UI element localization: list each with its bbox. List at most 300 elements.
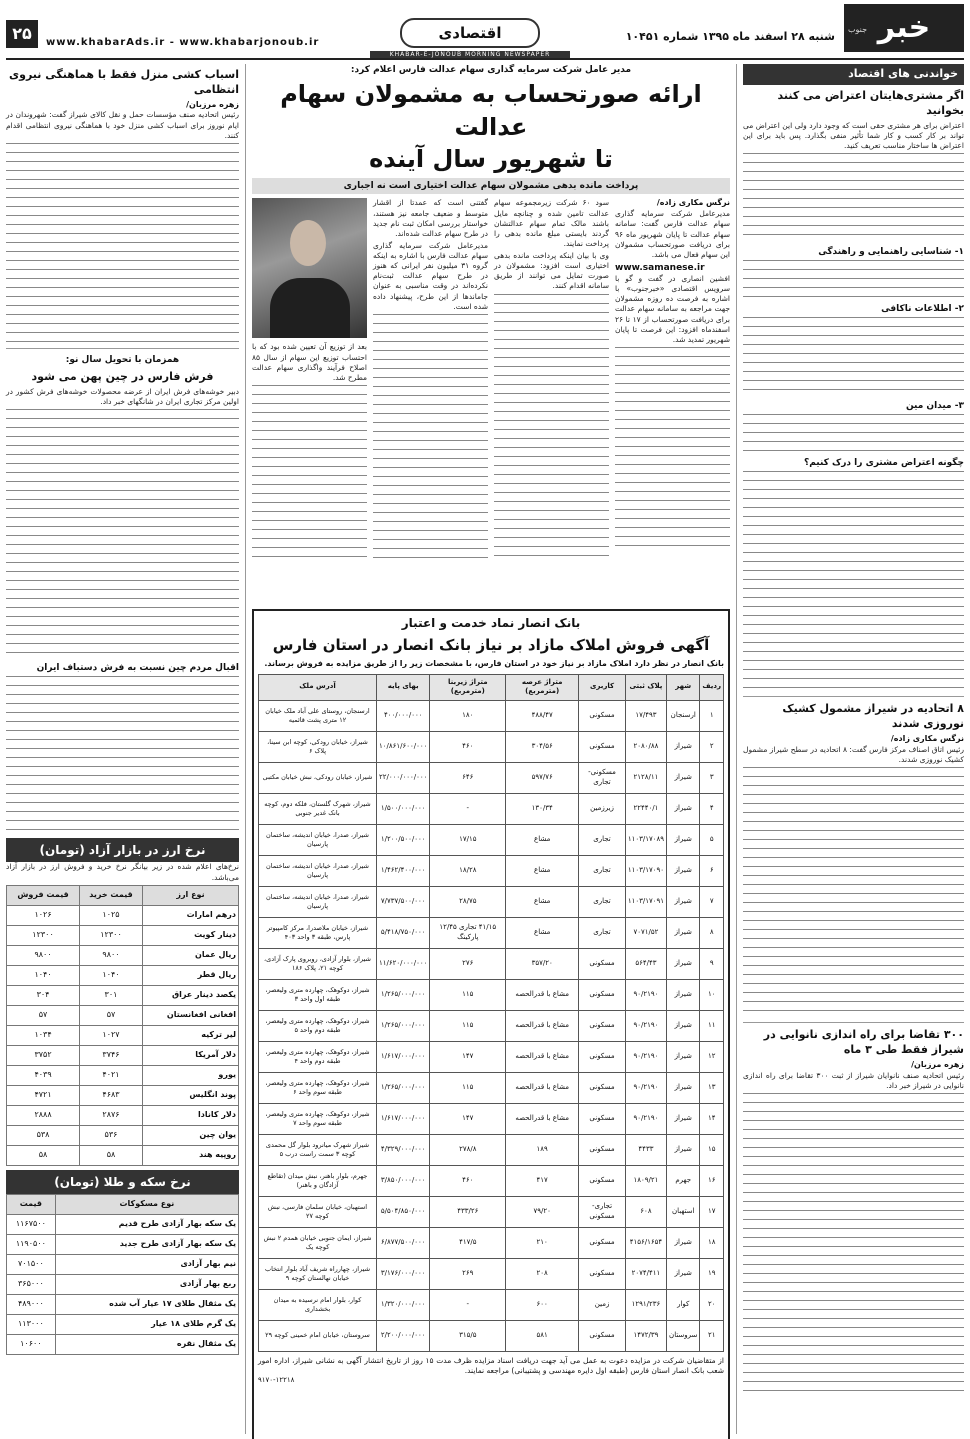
table-cell: شیراز، چهارراه شریف آباد بلوار انتخاب خیابان نهالستان کوچه ۹ — [259, 1258, 377, 1289]
table-cell: ۴۶۸۳ — [80, 1085, 143, 1105]
table-cell: ۴ — [700, 793, 724, 824]
table-cell: شیراز — [667, 948, 700, 979]
article-subheading: چگونه اعتراض مشتری را درک کنیم؟ — [804, 458, 964, 469]
property-row — [259, 1289, 724, 1320]
table-cell: ۱۱۰۳/۱۷۰۸۹ — [625, 824, 666, 855]
table-cell: ۱۱۵ — [430, 1010, 506, 1041]
article-title: اسباب کشی منزل فقط با هماهنگی نیروی انتظامی — [9, 68, 239, 96]
table-cell: مسکونی-تجاری — [579, 762, 626, 793]
table-cell: ۷۰۷۱/۵۲ — [625, 917, 666, 948]
table-cell: سروستان — [667, 1320, 700, 1351]
table-cell: ۲۰۸۰/۸۸ — [625, 731, 666, 762]
table-cell: جهرم، بلوار باهنر، نبش میدان (تقاطع آزادگان و باهنر) — [259, 1165, 377, 1196]
rates-note: نرخ‌های اعلام شده در زیر بیانگر نرخ خرید و فروش ارز در بازار آزاد می‌باشد. — [6, 862, 239, 882]
table-cell: ۳۷۴۶ — [80, 1045, 143, 1065]
table-cell: شیراز — [667, 1010, 700, 1041]
table-cell: - — [430, 793, 506, 824]
table-cell: ۴۶۰ — [430, 1165, 506, 1196]
table-cell: ۲۸۸۸ — [7, 1105, 80, 1125]
table-cell: زمین — [579, 1289, 626, 1320]
bank-ansar-ad — [252, 609, 730, 1439]
column-header: کاربری — [579, 674, 626, 700]
table-cell: ۵۳۸ — [7, 1125, 80, 1145]
table-cell: ۱۷/۱۵ — [430, 824, 506, 855]
table-cell: ۹۰/۲۱۹۰ — [625, 1041, 666, 1072]
table-cell: ۳۱۵/۵ — [430, 1320, 506, 1351]
table-cell: مشاع با قدرالحصه — [506, 1103, 579, 1134]
table-cell: شیراز — [667, 824, 700, 855]
column-header: قیمت فروش — [7, 885, 80, 905]
table-cell: شیراز، خیابان رودکی، نبش خیابان مکتبی — [259, 762, 377, 793]
article-paragraph: گفتنی است که عمدتا از اقشار متوسط و ضعیف جامعه نیز هستند، خواستار بررسی امکان ثبت نام جدید در طرح سهام عدالت شده‌اند. — [373, 198, 488, 238]
table-cell: ۱۷/۴۹۳ — [625, 700, 666, 731]
table-cell: مشاع با قدرالحصه — [506, 979, 579, 1010]
table-cell: شیراز — [667, 731, 700, 762]
table-cell: ۱۰۴۰ — [80, 965, 143, 985]
divider — [6, 348, 239, 349]
website-link[interactable]: www.samanese.ir — [615, 262, 705, 273]
table-cell: ۱۴ — [700, 1103, 724, 1134]
portrait-body — [270, 278, 350, 338]
table-cell: ۵/۴۱۸/۷۵۰/۰۰۰ — [377, 917, 430, 948]
table-cell: ۴۳۳/۲۶ — [430, 1196, 506, 1227]
currency-rates-table — [6, 885, 239, 1166]
column-header: قیمت خرید — [80, 885, 143, 905]
table-cell: ۷۹/۲۰ — [506, 1196, 579, 1227]
table-cell: ۱۲ — [700, 1041, 724, 1072]
column-header: قیمت — [7, 1194, 56, 1214]
table-cell: ۲۱۰ — [506, 1227, 579, 1258]
column-header: شهر — [667, 674, 700, 700]
table-cell: جهرم — [667, 1165, 700, 1196]
table-cell: ۴۷۲۱ — [7, 1085, 80, 1105]
table-cell: ۲۰۷۴/۴۱۱ — [625, 1258, 666, 1289]
table-cell: ۳۰۴ — [7, 985, 80, 1005]
table-cell: ۱۳۰/۳۴ — [506, 793, 579, 824]
table-cell: شیراز — [667, 979, 700, 1010]
table-cell: ۱۸ — [700, 1227, 724, 1258]
property-row — [259, 762, 724, 793]
table-cell: مسکونی — [579, 1072, 626, 1103]
property-row — [259, 1258, 724, 1289]
table-cell: ریال قطر — [142, 965, 238, 985]
table-cell: درهم امارات — [142, 905, 238, 925]
table-cell: ۱/۲۶۵/۰۰۰/۰۰۰ — [377, 1072, 430, 1103]
table-cell: شیراز، دوکوهک، چهارده متری ولیعصر، طبقه سوم واحد ۶ — [259, 1072, 377, 1103]
table-cell: مسکونی — [579, 1103, 626, 1134]
table-cell: ۱۱ — [700, 1010, 724, 1041]
table-cell: ۶۴۶ — [430, 762, 506, 793]
table-cell: ۲۸/۷۵ — [430, 886, 506, 917]
table-cell: مشاع — [506, 824, 579, 855]
currency-row — [7, 965, 239, 985]
portrait-face — [290, 220, 326, 266]
table-cell: شیراز، خیابان رودکی، کوچه ابن سینا، پلاک ۶ — [259, 731, 377, 762]
table-cell: مسکونی — [579, 700, 626, 731]
table-cell: ارسنجان، روستای علی آباد ملک خیابان ۱۲ متری پشت قائمیه — [259, 700, 377, 731]
article-subheading: ۳- میدان مین — [905, 401, 964, 412]
table-cell: ۱/۶۱۷/۰۰۰/۰۰۰ — [377, 1103, 430, 1134]
table-cell: ۱۱۰۳/۱۷۰۹۰ — [625, 855, 666, 886]
property-row — [259, 700, 724, 731]
article-kicker: همزمان با تحویل سال نو: — [65, 354, 180, 365]
portrait-photo — [252, 198, 367, 338]
property-row — [259, 1103, 724, 1134]
table-cell: ۲۱ — [700, 1320, 724, 1351]
table-cell: ۵۶۴/۴۳ — [625, 948, 666, 979]
table-cell: ۶/۸۷۷/۵۰۰/۰۰۰ — [377, 1227, 430, 1258]
article-author: نرگس مکاری زاده/ — [890, 734, 964, 744]
text-block — [743, 260, 964, 300]
table-cell: دلار آمریکا — [142, 1045, 238, 1065]
column-header: آدرس ملک — [259, 674, 377, 700]
article-paragraph: رئیس اتحادیه صنف نانوایان شیراز از ثبت ۳۰۰ تقاضا برای راه اندازی نانوایی در شیراز خبر داد. — [743, 1070, 964, 1090]
table-cell: شیراز، صدرا، خیابان اندیشه، ساختمان پارسیان — [259, 824, 377, 855]
currency-row — [7, 905, 239, 925]
table-cell: ۴۰۲۱ — [80, 1065, 143, 1085]
table-cell: ۲/۲۰۰/۰۰۰/۰۰۰ — [377, 1320, 430, 1351]
table-cell: شیراز — [667, 917, 700, 948]
text-block — [743, 767, 964, 1017]
table-cell: ۴۰۰/۰۰۰/۰۰۰ — [377, 700, 430, 731]
table-cell: ۲۷۶ — [430, 948, 506, 979]
table-cell: ارسنجان — [667, 700, 700, 731]
table-cell: مشاع — [506, 917, 579, 948]
headline-kicker: مدیر عامل شرکت سرمایه گذاری سهام عدالت فارس اعلام کرد: — [350, 65, 632, 75]
table-cell: ۱۹ — [700, 1258, 724, 1289]
text-block — [743, 1093, 964, 1393]
column-header: بهای پایه — [377, 674, 430, 700]
table-cell: ۱۱۳۰۰۰ — [7, 1314, 56, 1334]
table-cell: ۴۶۰ — [430, 731, 506, 762]
table-cell: ۶۰۸ — [625, 1196, 666, 1227]
table-cell: یک مثقال نقره — [55, 1334, 238, 1354]
coin-row — [7, 1274, 239, 1294]
text-block — [743, 153, 964, 243]
table-cell: کوار، بلوار امام نرسیده به میدان بخشداری — [259, 1289, 377, 1320]
table-cell: مسکونی — [579, 1041, 626, 1072]
text-block — [743, 414, 964, 454]
table-cell: شیراز، دوکوهک، چهارده متری ولیعصر، طبقه سوم واحد ۷ — [259, 1103, 377, 1134]
column-header: نوع مسکوکات — [55, 1194, 238, 1214]
left-column — [6, 64, 246, 1434]
table-cell: ۱۲۹۱/۲۳۶ — [625, 1289, 666, 1320]
table-cell: ۱/۵۰۰/۰۰۰/۰۰۰ — [377, 793, 430, 824]
headline-line-1: ارائه صورتحساب به مشمولان سهام عدالت — [280, 80, 702, 141]
table-cell: ۱۵ — [700, 1134, 724, 1165]
table-cell: مسکونی — [579, 1010, 626, 1041]
text-block — [494, 294, 609, 564]
table-cell: شیراز — [667, 1134, 700, 1165]
issue-info: شنبه ۲۸ اسفند ماه ۱۳۹۵ شماره ۱۰۴۵۱ — [625, 30, 835, 43]
table-cell: ربع بهار آزادی — [55, 1274, 238, 1294]
website-links[interactable]: www.khabarAds.ir - www.khabarjonoub.ir — [46, 37, 320, 48]
table-cell: تجاری — [579, 917, 626, 948]
table-cell: ۲۲/۰۰۰/۰۰۰/۰۰۰ — [377, 762, 430, 793]
table-cell: استهبان — [667, 1196, 700, 1227]
coin-rates-header: نرخ سکه و طلا (تومان) — [6, 1170, 239, 1194]
table-cell: ۶ — [700, 855, 724, 886]
table-cell: یوان چین — [142, 1125, 238, 1145]
table-cell: شیراز — [667, 793, 700, 824]
table-cell: ۷/۷۳۷/۵۰۰/۰۰۰ — [377, 886, 430, 917]
table-cell: ۱۱۵ — [430, 979, 506, 1010]
table-cell: ۴۴۳۳ — [625, 1134, 666, 1165]
table-cell: شیراز — [667, 1072, 700, 1103]
divider — [743, 696, 964, 697]
column-header: پلاک ثبتی — [625, 674, 666, 700]
table-cell: ۸ — [700, 917, 724, 948]
table-cell: ۱۴۷ — [430, 1041, 506, 1072]
table-cell: ۱۱/۶۲۰/۰۰۰/۰۰۰ — [377, 948, 430, 979]
table-cell: ۲۰۸ — [506, 1258, 579, 1289]
table-cell: ۱۱۵ — [430, 1072, 506, 1103]
table-cell: ۳۰۴/۵۶ — [506, 731, 579, 762]
table-cell: مشاع — [506, 886, 579, 917]
table-cell: مشاع — [506, 855, 579, 886]
table-cell: یک گرم طلای ۱۸ عیار — [55, 1314, 238, 1334]
table-cell: ۵۳۶ — [80, 1125, 143, 1145]
tagline: KHABAR-E-JONOUB MORNING NEWSPAPER — [370, 51, 570, 59]
logo-subtitle: جنوب — [848, 25, 868, 34]
table-cell: ۱۲۳۰۰ — [7, 925, 80, 945]
table-cell: لیر ترکیه — [142, 1025, 238, 1045]
table-cell: مسکونی — [579, 1134, 626, 1165]
table-cell: ۳/۱۷۶/۰۰۰/۰۰۰ — [377, 1258, 430, 1289]
table-cell: ۱۰۲۶ — [7, 905, 80, 925]
coin-row — [7, 1334, 239, 1354]
text-block — [373, 314, 488, 564]
article-column — [373, 198, 488, 603]
currency-row — [7, 1045, 239, 1065]
table-cell: ۴۱۷/۵ — [430, 1227, 506, 1258]
ad-title: آگهی فروش املاک مازاد بر نیاز بانک انصار در استان فارس — [272, 635, 710, 654]
table-cell: ۳/۸۵۰/۰۰۰/۰۰۰ — [377, 1165, 430, 1196]
table-cell: شیراز — [667, 1041, 700, 1072]
column-header: متراژ زیربنا (مترمربع) — [430, 674, 506, 700]
currency-rates-header: نرخ ارز در بازار آزاد (تومان) — [6, 838, 239, 862]
article-paragraph: افشین انصاری در گفت و گو با سرویس اقتصادی «خبرجنوب» با اشاره به فرصت ده روزه مشمولان جهت مراجعه به سامانه سهام عدالت برای دریافت صورتحساب از ۱۷ تا ۲۶ اسفندماه افزود: این فرصت تا پایان شهریور تمدید شد. — [615, 274, 730, 344]
article-author: زهره مرزبان/ — [911, 1059, 964, 1069]
table-cell: ۴۸۹۰۰۰ — [7, 1294, 56, 1314]
table-cell: مشاع با قدرالحصه — [506, 1041, 579, 1072]
table-cell: شیراز — [667, 762, 700, 793]
coin-row — [7, 1294, 239, 1314]
table-cell: ۵۷ — [80, 1005, 143, 1025]
article-paragraph: مدیرعامل شرکت سرمایه گذاری سهام عدالت فارس با اشاره به اینکه گروه ۳۱ میلیون نفر ایرانی که هنوز در طرح سهام عدالت ثبت‌نام نکرده‌اند در وقت مناسبی به عنوان جاماندها از این طرح، پیشنهاد داده شده است. — [373, 240, 488, 311]
table-cell: ۹۸۰۰ — [80, 945, 143, 965]
table-cell: ۱۸۰ — [430, 700, 506, 731]
article-column — [615, 198, 730, 603]
table-cell: شیراز، صدرا، خیابان اندیشه، ساختمان پارسیان — [259, 886, 377, 917]
property-row — [259, 1320, 724, 1351]
table-cell: شیراز، دوکوهک، چهارده متری ولیعصر، طبقه دوم واحد ۴ — [259, 1041, 377, 1072]
table-cell: مسکونی — [579, 979, 626, 1010]
divider — [743, 1022, 964, 1023]
table-cell: زیرزمین — [579, 793, 626, 824]
article-title: ۳۰۰ تقاضا برای راه اندازی نانوایی در شیراز فقط طی ۳ ماه — [763, 1028, 964, 1057]
coin-row — [7, 1214, 239, 1234]
table-cell: تجاری — [579, 855, 626, 886]
table-cell: ۷۰۱۵۰۰ — [7, 1254, 56, 1274]
table-cell: تجاری-مسکونی — [579, 1196, 626, 1227]
table-cell: شیراز — [667, 1103, 700, 1134]
table-cell: ۲۷۸/۸ — [430, 1134, 506, 1165]
table-cell: ۱۸۰۹/۲۱ — [625, 1165, 666, 1196]
table-cell: ۲۶۹ — [430, 1258, 506, 1289]
property-row — [259, 1010, 724, 1041]
table-cell: ۱/۴۶۲/۴۰۰/۰۰۰ — [377, 855, 430, 886]
coin-row — [7, 1314, 239, 1334]
table-cell: ۱۰۶۰۰ — [7, 1334, 56, 1354]
property-row — [259, 886, 724, 917]
currency-row — [7, 985, 239, 1005]
property-row — [259, 979, 724, 1010]
coin-rates-table — [6, 1194, 239, 1355]
coin-row — [7, 1234, 239, 1254]
table-cell: نیم بهار آزادی — [55, 1254, 238, 1274]
table-cell: ۱۸۹ — [506, 1134, 579, 1165]
currency-row — [7, 1085, 239, 1105]
table-cell: شیراز، دوکوهک، چهارده متری ولیعصر، طبقه اول واحد ۳ — [259, 979, 377, 1010]
article-subheading: ۱- شناسایی راهنمایی و راهندگی — [818, 246, 964, 257]
header-divider — [6, 58, 964, 60]
table-cell: ۹۸۰۰ — [7, 945, 80, 965]
table-cell: مشاع با قدرالحصه — [506, 1072, 579, 1103]
table-cell: ۴۸۸/۴۷ — [506, 700, 579, 731]
property-row — [259, 1227, 724, 1258]
table-cell: ۴۱/۱۵ تجاری ۱۲/۴۵ پارکینگ — [430, 917, 506, 948]
currency-row — [7, 1065, 239, 1085]
currency-row — [7, 1125, 239, 1145]
table-cell: ۱۲۳۰۰ — [80, 925, 143, 945]
currency-row — [7, 1145, 239, 1165]
column-header: متراژ عرصه (مترمربع) — [506, 674, 579, 700]
article-body — [252, 198, 730, 603]
table-cell: ۱۸/۲۸ — [430, 855, 506, 886]
article-title: اگر مشتری‌هایتان اعتراض می کنند بخوانید — [777, 88, 964, 117]
coin-row — [7, 1254, 239, 1274]
table-cell: ۵۷ — [7, 1005, 80, 1025]
table-cell: سروستان، خیابان امام خمینی کوچه ۲۹ — [259, 1320, 377, 1351]
table-cell: شیراز — [667, 1258, 700, 1289]
article-paragraph: رئیس اتحادیه صنف مؤسسات حمل و نقل کالای شیراز گفت: شهروندان در ایام نوروز برای اسباب کشی منزل خود با هماهنگی نیروی انتظامی اقدام کنند. — [6, 110, 239, 140]
table-cell: ۱۱۰۳/۱۷۰۹۱ — [625, 886, 666, 917]
table-cell: ۱۰/۸۶۱/۶۰۰/۰۰۰ — [377, 731, 430, 762]
table-cell: ۵ — [700, 824, 724, 855]
table-cell: ۱۰۴۰ — [7, 965, 80, 985]
text-block — [743, 317, 964, 397]
table-cell: شیراز، بلوار آزادی، روبروی پارک آزادی، کوچه ۲۱، پلاک ۱۸۶ — [259, 948, 377, 979]
table-cell: ۱۰ — [700, 979, 724, 1010]
table-cell: ۳ — [700, 762, 724, 793]
table-cell: ۱/۶۱۷/۰۰۰/۰۰۰ — [377, 1041, 430, 1072]
table-cell: ۹ — [700, 948, 724, 979]
table-cell: ۱۶ — [700, 1165, 724, 1196]
ad-intro: بانک انصار در نظر دارد املاک مازاد بر نیاز خود در استان فارس، با مشخصات زیر را از طریق مزایده به فروش برساند. — [264, 658, 724, 668]
table-cell: ۱۷ — [700, 1196, 724, 1227]
article-subheading: اقبال مردم چین نسبت به فرش دستباف ایران — [36, 663, 239, 674]
table-cell: ۳۷۵۲ — [7, 1045, 80, 1065]
table-cell: ۱۱۶۷۵۰۰ — [7, 1214, 56, 1234]
table-cell: یک سکه بهار آزادی طرح جدید — [55, 1234, 238, 1254]
table-cell: ۵۸ — [7, 1145, 80, 1165]
table-cell: ۱۰۲۵ — [80, 905, 143, 925]
table-cell: شیراز، صدرا، خیابان اندیشه، ساختمان پارسیان — [259, 855, 377, 886]
table-cell: ۶۰۰ — [506, 1289, 579, 1320]
article-paragraph: دبیر خوشه‌های فرش ایران از عرضه محصولات خوشه‌های فرش کشور در اولین مرکز تجاری ایران در شانگهای خبر داد. — [6, 386, 239, 406]
table-cell: ۹۰/۲۱۹۰ — [625, 1103, 666, 1134]
table-cell: ۱/۲۶۵/۰۰۰/۰۰۰ — [377, 979, 430, 1010]
right-column — [736, 64, 964, 1434]
text-block — [6, 409, 239, 659]
table-cell: ۲۱۲۸/۱۱ — [625, 762, 666, 793]
table-cell: یکصد دینار عراق — [142, 985, 238, 1005]
table-cell: یک سکه بهار آزادی طرح قدیم — [55, 1214, 238, 1234]
currency-row — [7, 1025, 239, 1045]
table-cell: مسکونی — [579, 1227, 626, 1258]
table-cell: شیراز، خیابان ملاصدرا، مرکز کامپیوتر پارس، طبقه ۳ واحد ۴۰۳ — [259, 917, 377, 948]
currency-row — [7, 1005, 239, 1025]
currency-row — [7, 925, 239, 945]
table-cell: مسکونی — [579, 731, 626, 762]
econ-reading-header: خواندنی های اقتصاد — [743, 64, 964, 85]
property-row — [259, 1072, 724, 1103]
table-cell: ۱/۲۶۵/۰۰۰/۰۰۰ — [377, 1010, 430, 1041]
table-cell: ۵۸۱ — [506, 1320, 579, 1351]
table-cell: ۲۰ — [700, 1289, 724, 1320]
article-paragraph: رئیس اتاق اصناف مرکز فارس گفت: ۸ اتحادیه در سطح شیراز مشمول کشیک نوروزی شدند. — [743, 744, 964, 765]
table-cell: دلار کانادا — [142, 1105, 238, 1125]
table-cell: ۳۰۱ — [80, 985, 143, 1005]
ad-code: ۹۱۷۰-۱۲۲۱۸ — [258, 1375, 295, 1384]
table-cell: شیراز — [667, 855, 700, 886]
table-cell: ۱۴۷۲/۳۹ — [625, 1320, 666, 1351]
table-cell: ۴۱۷ — [506, 1165, 579, 1196]
table-cell: پوند انگلیس — [142, 1085, 238, 1105]
table-cell: شیراز، دوکوهک، چهارده متری ولیعصر، طبقه دوم واحد ۵ — [259, 1010, 377, 1041]
table-cell: دینار کویت — [142, 925, 238, 945]
text-block — [6, 143, 239, 343]
property-row — [259, 1134, 724, 1165]
table-cell: ۴۰۳۹ — [7, 1065, 80, 1085]
text-block — [743, 471, 964, 691]
table-cell: ۷ — [700, 886, 724, 917]
property-table — [258, 674, 724, 1352]
article-paragraph: اعتراض برای هر مشتری حقی است که وجود دارد ولی این اعتراض می تواند بر کار کسب و کار شما تأثیر منفی بگذارد. پس باید برای این اعتراض ها ساختار مناسب تعریف کنید. — [743, 120, 964, 150]
text-block — [252, 385, 367, 565]
property-row — [259, 1196, 724, 1227]
article-author: زهره مرزبان/ — [186, 99, 239, 109]
property-row — [259, 1165, 724, 1196]
table-cell: ۱/۳۲۰/۰۰۰/۰۰۰ — [377, 1289, 430, 1320]
property-row — [259, 917, 724, 948]
table-cell: استهبان، خیابان سلمان فارسی، نبش کوچه ۲۷ — [259, 1196, 377, 1227]
table-cell: یک مثقال طلای ۱۷ عیار آب شده — [55, 1294, 238, 1314]
table-cell: ۱۴۷ — [430, 1103, 506, 1134]
table-cell: کوار — [667, 1289, 700, 1320]
table-cell: ۴/۳۲۹/۰۰۰/۰۰۰ — [377, 1134, 430, 1165]
article-column — [252, 198, 367, 603]
main-column — [252, 64, 730, 1434]
article-title: ۸ اتحادیه در شیراز مشمول کشیک نوروزی شدند — [782, 702, 964, 731]
article-title: فرش فارس در چین پهن می شود — [31, 370, 214, 383]
currency-row — [7, 945, 239, 965]
table-cell: ۹۰/۲۱۹۰ — [625, 1072, 666, 1103]
table-cell: ۵/۵۰۴/۸۵۰/۰۰۰ — [377, 1196, 430, 1227]
table-cell: یورو — [142, 1065, 238, 1085]
section-title: اقتصادی — [400, 18, 540, 48]
